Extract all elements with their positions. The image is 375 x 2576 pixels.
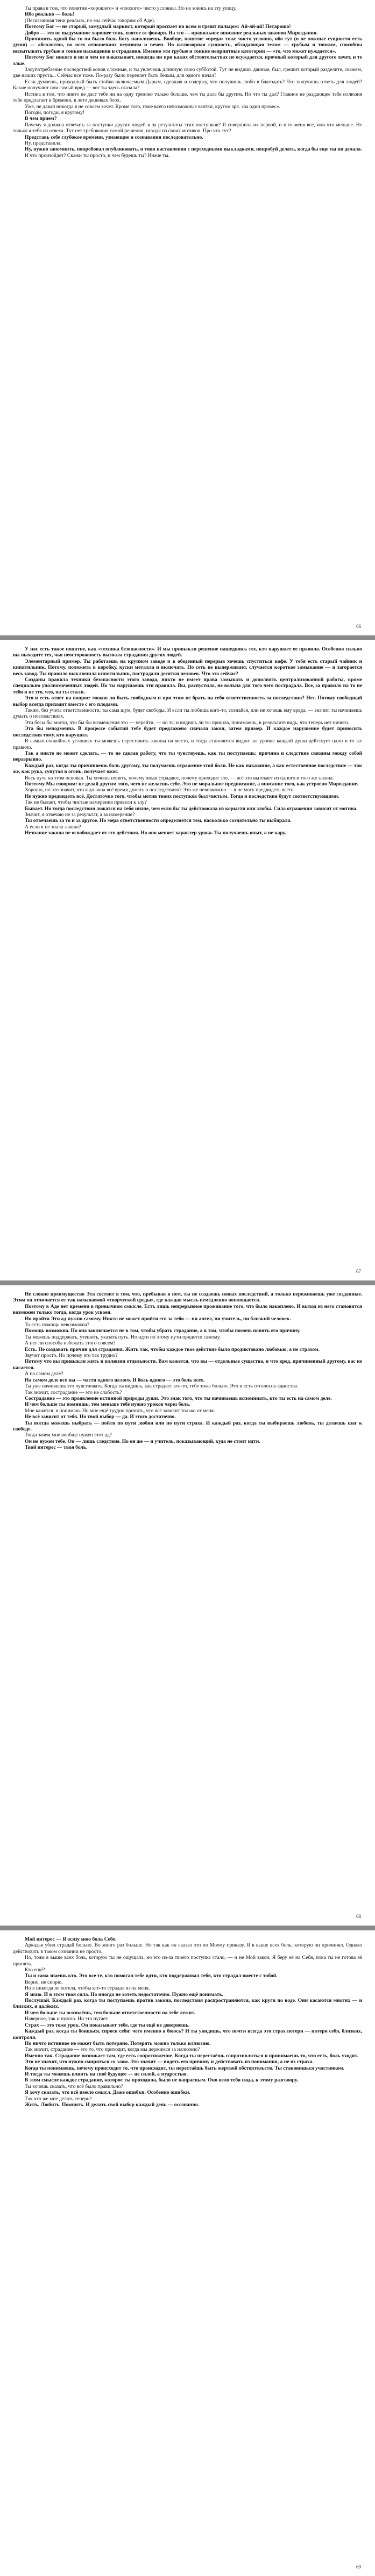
paragraph: Тогда зачем мне вообще нужен этот ад? — [25, 1432, 112, 1439]
paragraph: Ты всегда можешь выбрать — пойти по пути любви или по пути страха. И каждый раз, когда ты выбираешь любовь, ты делаешь шаг к свободе. — [13, 1420, 362, 1432]
paragraph: Это не значит, что нужно смиряться со злом. Это значит — видеть его причину и действовать из понимания, а не из страха. — [25, 2059, 314, 2065]
paragraph: Незнание закона не освобождает от его действия. Но оно меняет характер урока. Ты получаешь опыт, а не кару. — [25, 830, 286, 836]
paragraph: (Несказанная тени реально, но мы сейчас говорим об Аде). — [25, 17, 155, 24]
paragraph: Наверное, так и нужно. Но это пугает. — [25, 2016, 109, 2022]
paragraph: Почему я должна отвечать за поступки других людей и за результаты этих поступков? Я совершила их первой, и я то меня все, или что меньше. Не только я тебя из отвеса. Тут нет требования самой решения, исходя из своих мотивов. Про что тут? — [13, 121, 362, 134]
paragraph: То есть помощь невозможна? — [25, 1322, 90, 1328]
paragraph: Ты хочешь сказать, что всё было правильно? — [25, 2083, 123, 2090]
book-page — [0, 641, 375, 1280]
paragraph: Аркадья убил страдай больно. Во много раз больше. Но так как он сказал это по Моему приказу, Я в выше всех боль, которую он причинял. Однако действовать в таком сознании не просто. — [13, 1942, 362, 1955]
paragraph: Ибо реально — боль! — [25, 11, 74, 18]
paragraph: И тогда ты можешь влиять на своё будущее — не силой, а мудростью. — [25, 2071, 188, 2077]
paragraph: Так значит, сострадание — это не слабость? — [25, 1389, 122, 1396]
paragraph: Эти бесы бы могли, что бы бы возмещения это — перейти, — но ты и видишь ли ты пришла, понимаешь, в результате видь, что теперь нет ничего. — [25, 719, 349, 726]
book-page — [0, 1931, 375, 2576]
book-page — [0, 1286, 375, 1926]
paragraph: Это и есть ответ на вопрос: можно ли быть свободным и при этом не брать на себя ответственность за последствия? Нет. Потому свободный выбор всегда приходит вместе с его плодами. — [13, 695, 362, 707]
paragraph: Ну, представила. — [25, 140, 62, 146]
paragraph: Элементарный пример. Ты работаешь на крупном заводе и в обеденный перерыв хочешь спуститься кофе. У тебя есть старый чайник и кипятильник. Потому, положить в коробку, куски металла и включать. Но сеть не выдерживает, случается короткое замыкание — и загорается весь завод. Ты правило выключила кипятильник, пострадали десятки человек. Что это сейчас? — [13, 658, 362, 677]
paragraph: Каждый раз, когда ты причиняешь боль другому, ты получаешь отражение этой боли. Не как наказание, а как естественное последствие — так же, как рука, сунутая в огонь, получает ожог. — [13, 762, 362, 775]
paragraph: Верно, не спорю. — [25, 1979, 63, 1985]
paragraph: В чем прием? — [25, 116, 57, 122]
paragraph: Кто ещё? — [25, 1967, 45, 1973]
paragraph: Эта бы неподменна. В процессе событий тебе будет предложено сначала закон, затем пример. И каждое нарушение будет приносить последствия тому, кто нарушил. — [13, 726, 362, 738]
paragraph: Но ничто истинное не может быть потеряно. Потерять можно только иллюзию. — [25, 2040, 211, 2047]
paragraph: Значит, я отвечаю не за результат, а за намерение? — [25, 811, 135, 818]
paragraph: Злоупотребление последствий конов сложные, и ты увлечешь длинную свою субботой. Тут не видишь данные, был, грешит который разделите, скажем, две наших пруста... Сейчас все тоже. По-разу было переплет быть белым, для одного начал? — [13, 67, 362, 79]
paragraph: Поэтому в Аде нет времени в привычном смысле. Есть лишь непрерывное проживание того, что было накоплено. И выход из него становится возможен только тогда, когда урок усвоен. — [13, 1303, 362, 1316]
paragraph: Звучит просто. Но почему это так трудно? — [25, 1353, 118, 1359]
paragraph: Уже, не давай никогда я не совсем хочет. Кроме того, гоже всего невозможные взятки, кругом зря. «за один провес». — [25, 103, 281, 110]
paragraph: Потому что вы привыкли жить в иллюзии отдельности. Вам кажется, что вы — отдельные существа, и что вред, причиненный другому, вас не касается. — [13, 1358, 362, 1371]
paragraph: Поэтому Бог — не старый, замудлый маркист, который проспает на всем и грешт пальцем: Ай-яй-ай! Нетарошо! — [25, 24, 291, 30]
paragraph: Каждый раз, когда ты боишься, спроси себя: чего именно я боюсь? И ты увидишь, что почти всегда это страх потери — потери себя, близких, контроля. — [13, 2028, 362, 2041]
paragraph: В самых спокойных условиях ты можешь переставить законы на место, и тогда становится видно: на уровне каждой души действует одно и то же правило. — [13, 738, 362, 750]
paragraph: Страх — это тоже урок. Он показывает тебе, где ты ещё не доверяешь. — [25, 2022, 190, 2028]
paragraph: Твой интерес — твоя боль. — [25, 1444, 88, 1451]
paragraph: Поэтому Бог никого и ни в чем не наказывает, никогда ни при каких обстоятельствах не осуждается, прочный который для другого хочет, и те злые. — [13, 54, 362, 67]
paragraph: Ты права в том, что понятия «хорошего» и «плохого» чисто условны. Но не зовись на эту улицу. — [25, 5, 237, 11]
paragraph: В этом смысле каждое страдание, которое ты проходила, было не напрасным. Оно вело тебя сюда, к этому разговору. — [25, 2077, 298, 2084]
paragraph: А если я не знала закона? — [25, 824, 81, 830]
paragraph: Он не нужен тебе. Он — лишь следствие. Но он же — и учитель, показывающий, куда не стоит идти. — [25, 1438, 260, 1444]
paragraph: Так а никто не может сделать, — то не сделав работу, что ты чувствуешь, как ты поступаешь: причина и следствие связаны между собой неразрывно. — [13, 750, 362, 763]
paragraph: Так не бывает, чтобы чистые намерения привели к злу? — [25, 799, 147, 806]
paragraph: Ты можешь поддержать, утешить, указать путь. Но идти по этому пути придется самому. — [25, 1334, 221, 1340]
paragraph: Ты уже начинаешь это чувствовать. Когда ты видишь, как страдает кто-то, тебе тоже больно. Это и есть отголосок единства. — [25, 1383, 299, 1390]
paragraph: Ну, нужно запомнить, попробовал опубликовать, и твои наставления с переходными выкладками, попробуй делать, когда бы еще ты ни делала. — [25, 146, 362, 153]
paragraph: Именно так. Страдание возникает там, где есть сопротивление. Когда ты перестаёшь сопротивляться и принимаешь то, что есть, боль уходит. — [25, 2052, 358, 2059]
paragraph: Послушай. Каждый раз, когда ты поступаешь против закона, последствия распространяются, как круги по воде. Они касаются многих — и близких, и далёких. — [13, 1998, 362, 2010]
paragraph: Таким, без учета ответственности, ты сама шум, будет свободы. И если ты любишь кого-то, сознайся, или не хочешь ему вреда, — значит, ты начинаешь думать о последствиях. — [13, 707, 362, 720]
page-number: 69 — [356, 2564, 361, 2570]
paragraph: Если думаешь, приходный быть стойко включаемым Дарым, одевшая и содержу, что получишь любо в благодать? Что получишь ответь для людей? Какие получают они самый вред — вот ты здесь сказала? — [13, 78, 362, 91]
paragraph: Жить. Любить. Помнить. И делать свой выбор каждый день — осознанно. — [25, 2101, 200, 2108]
paragraph: А на самом деле? — [25, 1371, 63, 1377]
paragraph: Не всё зависит от тебя. Но твой выбор — да. И этого достаточно. — [25, 1414, 176, 1420]
paragraph: Но, тоже в выше всех боль, которую ты не ощущала, но это из-за твоего поступка стало, — и не Мой закон, Я беру её на Себя, пока ты не готова её принять. — [13, 1955, 362, 1967]
paragraph: Не словно преимущество Эта состоит в том, что, пребывая в нем, ты не создаешь новых последствий, а только переживаешь уже созданные. Этим он отличается от так называемой «творческой среды», где каждая мысль немедленно воплощается. — [13, 1291, 362, 1304]
paragraph: Погоди, погоди, я кругому! — [25, 109, 85, 116]
paragraph: Так значит, страдание — это то, что приходит, когда мы держимся за иллюзию? — [25, 2047, 200, 2053]
paragraph: Причинить одной бы то ни было боль Богу наполняешь. Вообще, понятие «вреда» тоже чисто условно, ибо тут (в не ложные сущности есть души) — абсолютно, во всех отношениях неуязвим и вечен. Но иллюзорная сущность, обладающая телом — грубым и тонким, способны испытывать грубые и тонкие насыщения и страдания. Именно эти грубые и тонкие неприятные категории — «то, что может нуждается». — [13, 36, 362, 54]
paragraph: Но я никогда не хотела, чтобы кто-то страдал из-за меня. — [25, 1985, 150, 1992]
paragraph: Когда ты понимаешь, почему происходит то, что происходит, ты перестаёшь быть жертвой обстоятельств. Ты становишься участником. — [25, 2065, 344, 2071]
page-separator — [0, 1280, 375, 1285]
paragraph: Сострадание — это проявление истинной природы души. Это знак того, что ты начинаешь вспоминать, кто ты есть на самом деле. — [25, 1395, 332, 1401]
paragraph: У нас есть такое понятие, как «техника безопасности». И мы привыкли решение нашедшись тех, кто нарушает ее правила. Особенно сильно вы выходите тех, чья неосторожность вызвала страдания других людей. — [13, 646, 362, 659]
page-separator — [0, 1926, 375, 1930]
paragraph: Добро — это не выдуманное хорошее тонь, взятое от фонаря. На это — правильное описание реальных законов Мироздания. — [25, 30, 318, 36]
paragraph: Истина в том, что никто не даст тебе ни на одну трепоко только больше, чем ты дала бы другим. Но что ты дал? Главное не раздающее тебе иллюзия тебе предлагает в бремени, в лето дешевых блох. — [13, 91, 362, 104]
paragraph: Помощь возможна. Но она заключается не в том, чтобы убрать страдание, а в том, чтобы помочь понять его причину. — [25, 1328, 301, 1334]
paragraph: Бывает. Но тогда последствия ложатся на тебя иначе, чем если бы ты действовала из корысти или злобы. Сила отражения зависит от мотива. — [25, 805, 358, 812]
paragraph: Хорошо, но это значит, что я должна всё время думать о последствиях? Это же невозможно — я не могу предвидеть всего. — [25, 787, 295, 793]
paragraph: Так что же мне делать теперь? — [25, 2095, 92, 2102]
page-number: 67 — [356, 1269, 361, 1274]
paragraph: Мне кажется, я понимаю. Но мне ещё трудно принять, что всё зависит только от меня. — [25, 1407, 215, 1414]
page-separator — [0, 635, 375, 640]
paragraph: Я знаю. И в этом твоя сила. Но иногда не хотеть недостаточно. Нужно ещё понимать. — [25, 1991, 224, 1998]
paragraph: Поэтому Мы говорим: не делай другим того, чего не желаешь себе. Это не моральное предписание, а описание того, как устроено Мироздание. — [25, 781, 358, 787]
paragraph: Созданы правила техники безопасности этого завода, никто не имеет права замыкать и дополнять централизованной работы, кроме специально уполномоченных людей. Но ты нарушаешь эти правила. Вы, распустило, не вольна для того чего пострадала. Все, за правило на то не тебя и не это, что, на ты стали. — [13, 677, 362, 695]
paragraph: Мой интерес — Я осязу мою боль Себе. — [25, 1936, 117, 1942]
page-number: 68 — [356, 1914, 361, 1919]
paragraph: Ты и сама знаешь кто. Это все те, кто помогал тебе идти, кто поддерживал тебя, кто страдал вместе с тобой. — [25, 1973, 278, 1979]
paragraph: Есть. Не создавать причин для страдания. Жить так, чтобы каждое твое действие было продиктовано любовью, а не страхом. — [25, 1346, 320, 1353]
page-number: 66 — [356, 624, 361, 629]
paragraph: И что произойдет? Скажи ты просто, и чем будешь ты? Иначе ты. — [25, 152, 170, 159]
paragraph: Ты отвечаешь за то и за другое. Но мера ответственности определяется тем, насколько сознательно ты выбирала. — [25, 818, 292, 824]
paragraph: Представь себе глубокое времени, узнающие и сознавания последовательно. — [25, 134, 203, 140]
paragraph: Но пройти Эти ад нужно самому. Никто не может пройти его за тебя — ни ангел, ни учитель, ни близкий человек. — [25, 1315, 291, 1322]
paragraph: И чем больше ты осознаёшь, тем больше ответственности на тебе лежит. — [25, 2009, 195, 2016]
book-page — [0, 0, 375, 635]
paragraph: Не нужно предвидеть всё. Достаточно того, чтобы мотив твоих поступков был чистым. Тогда и последствия будут соответствующими. — [25, 793, 339, 799]
paragraph: И чем больше ты помнишь, тем меньше тебе нужно уроков через боль. — [25, 1401, 190, 1408]
paragraph: На самом деле все вы — части одного целого. И боль одного — это боль всех. — [25, 1377, 205, 1383]
paragraph: Весь путь на этом основан. Ты хочешь понять, почему люди страдают, почему приходит зло, — всё это вытекает из одного и того же закона. — [25, 775, 334, 781]
paragraph: Я хочу сказать, что всё имело смысл. Даже ошибки. Особенно ошибки. — [25, 2090, 190, 2096]
paragraph: А нет ли способа избежать этого совсем? — [25, 1340, 116, 1347]
